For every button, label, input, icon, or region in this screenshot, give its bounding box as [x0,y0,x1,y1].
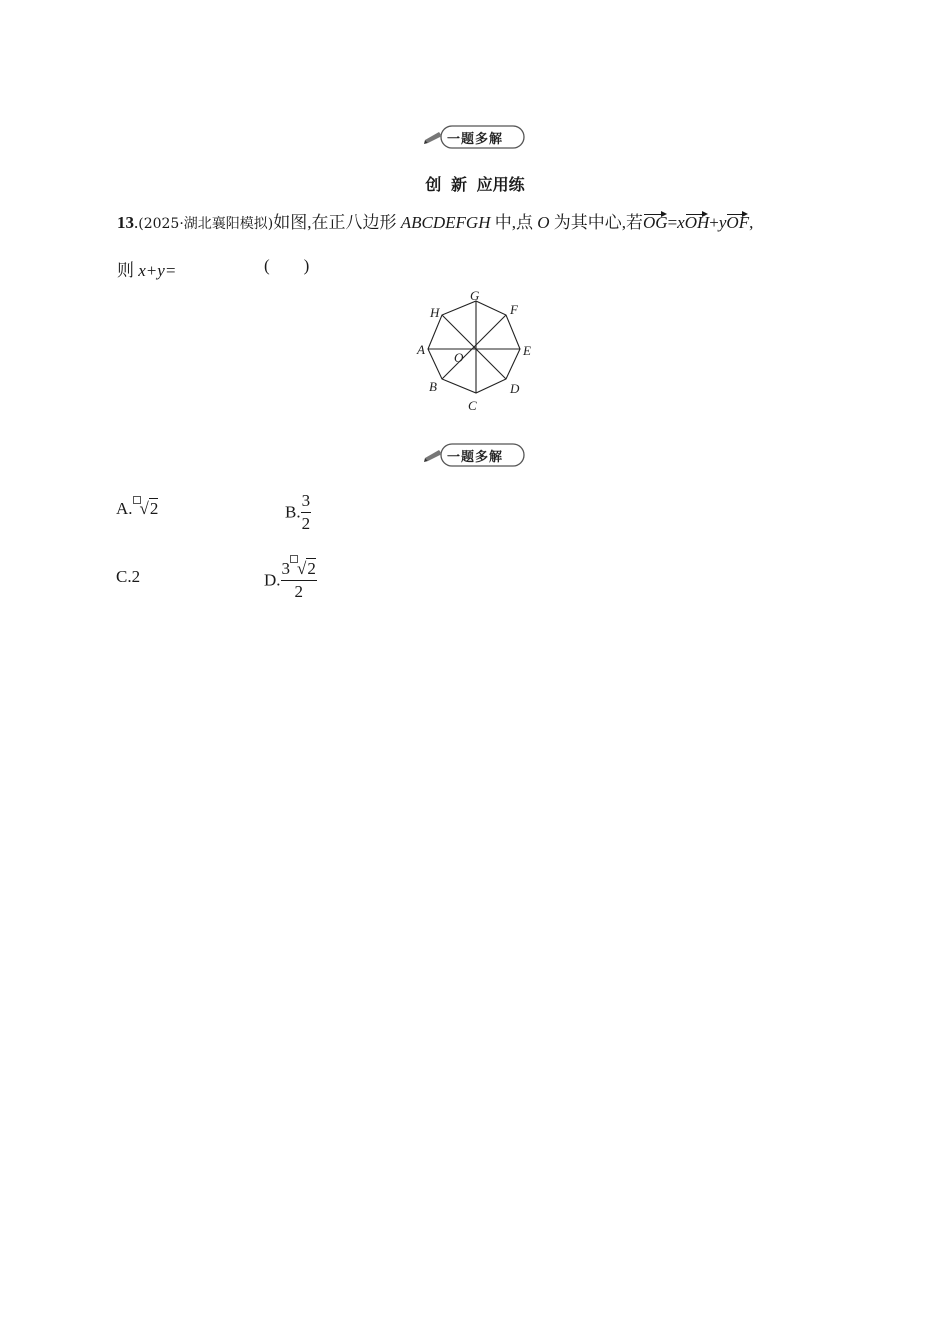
choice-d-radicand: 2 [307,559,316,578]
label-e: E [523,343,531,358]
line2-prefix: 则 [117,261,134,280]
line2-expression: x+y= [138,261,177,280]
one-problem-many-solutions-badge [423,124,527,150]
coef-x: x [677,213,685,232]
one-problem-many-solutions-badge-2 [423,442,527,468]
question-source: (2025·湖北襄阳模拟) [138,216,274,232]
polygon-name: ABCDEFGH [400,213,491,232]
choice-c[interactable] [116,567,140,587]
label-h: H [430,305,440,320]
vector-og: OG [643,213,668,232]
question-number: 13 [117,213,134,232]
choice-b-label: B. [285,502,301,522]
sqrt-symbol: √2 [133,499,159,519]
center-point: O [537,213,550,232]
label-f: F [510,302,518,317]
section-title: 创 新 应用练 [425,175,525,194]
octagon-figure [412,285,542,415]
equals-sign: = [667,213,678,232]
choice-d-label: D. [264,570,281,590]
choice-d-numerator [281,558,317,581]
choice-d-fraction [281,558,317,603]
question-text-after: 为其中心,若 [553,213,644,232]
question-text-mid: 中,点 [494,213,533,232]
choice-c-value: 2 [131,567,141,586]
question-line-2 [117,256,176,281]
question-13: 13.(2025·湖北襄阳模拟)如图,在正八边形 ABCDEFGH 中,点 O 为其中心,若OG=xOH+yOF, [117,213,754,232]
choice-a-label: A. [116,499,133,518]
badge-label: 一题多解 [447,450,504,465]
label-a: A [417,342,425,357]
choice-d[interactable] [264,558,317,603]
comma: , [749,213,754,232]
label-o: O [454,350,464,365]
label-g: G [470,288,480,303]
vector-of: OF [726,213,750,232]
answer-parentheses: ( ) [264,256,310,275]
choice-a-radicand: 2 [149,499,159,518]
question-text-before: 如图,在正八边形 [273,213,397,232]
choice-c-label: C. [116,567,132,586]
label-c: C [468,398,477,413]
plus-sign: + [709,213,719,232]
label-b: B [429,379,437,394]
vector-oh: OH [684,213,710,232]
choice-b[interactable] [285,490,311,535]
choice-d-coef: 3 [281,559,291,578]
choice-b-denominator: 2 [301,514,311,533]
choice-d-denominator: 2 [294,582,303,601]
choice-b-fraction [301,490,312,535]
choice-a[interactable] [116,499,158,519]
coef-y: y [718,213,727,232]
badge-label: 一题多解 [447,132,504,147]
choice-b-numerator: 3 [301,490,312,513]
sqrt-symbol: √2 [290,558,316,580]
label-d: D [510,381,520,396]
